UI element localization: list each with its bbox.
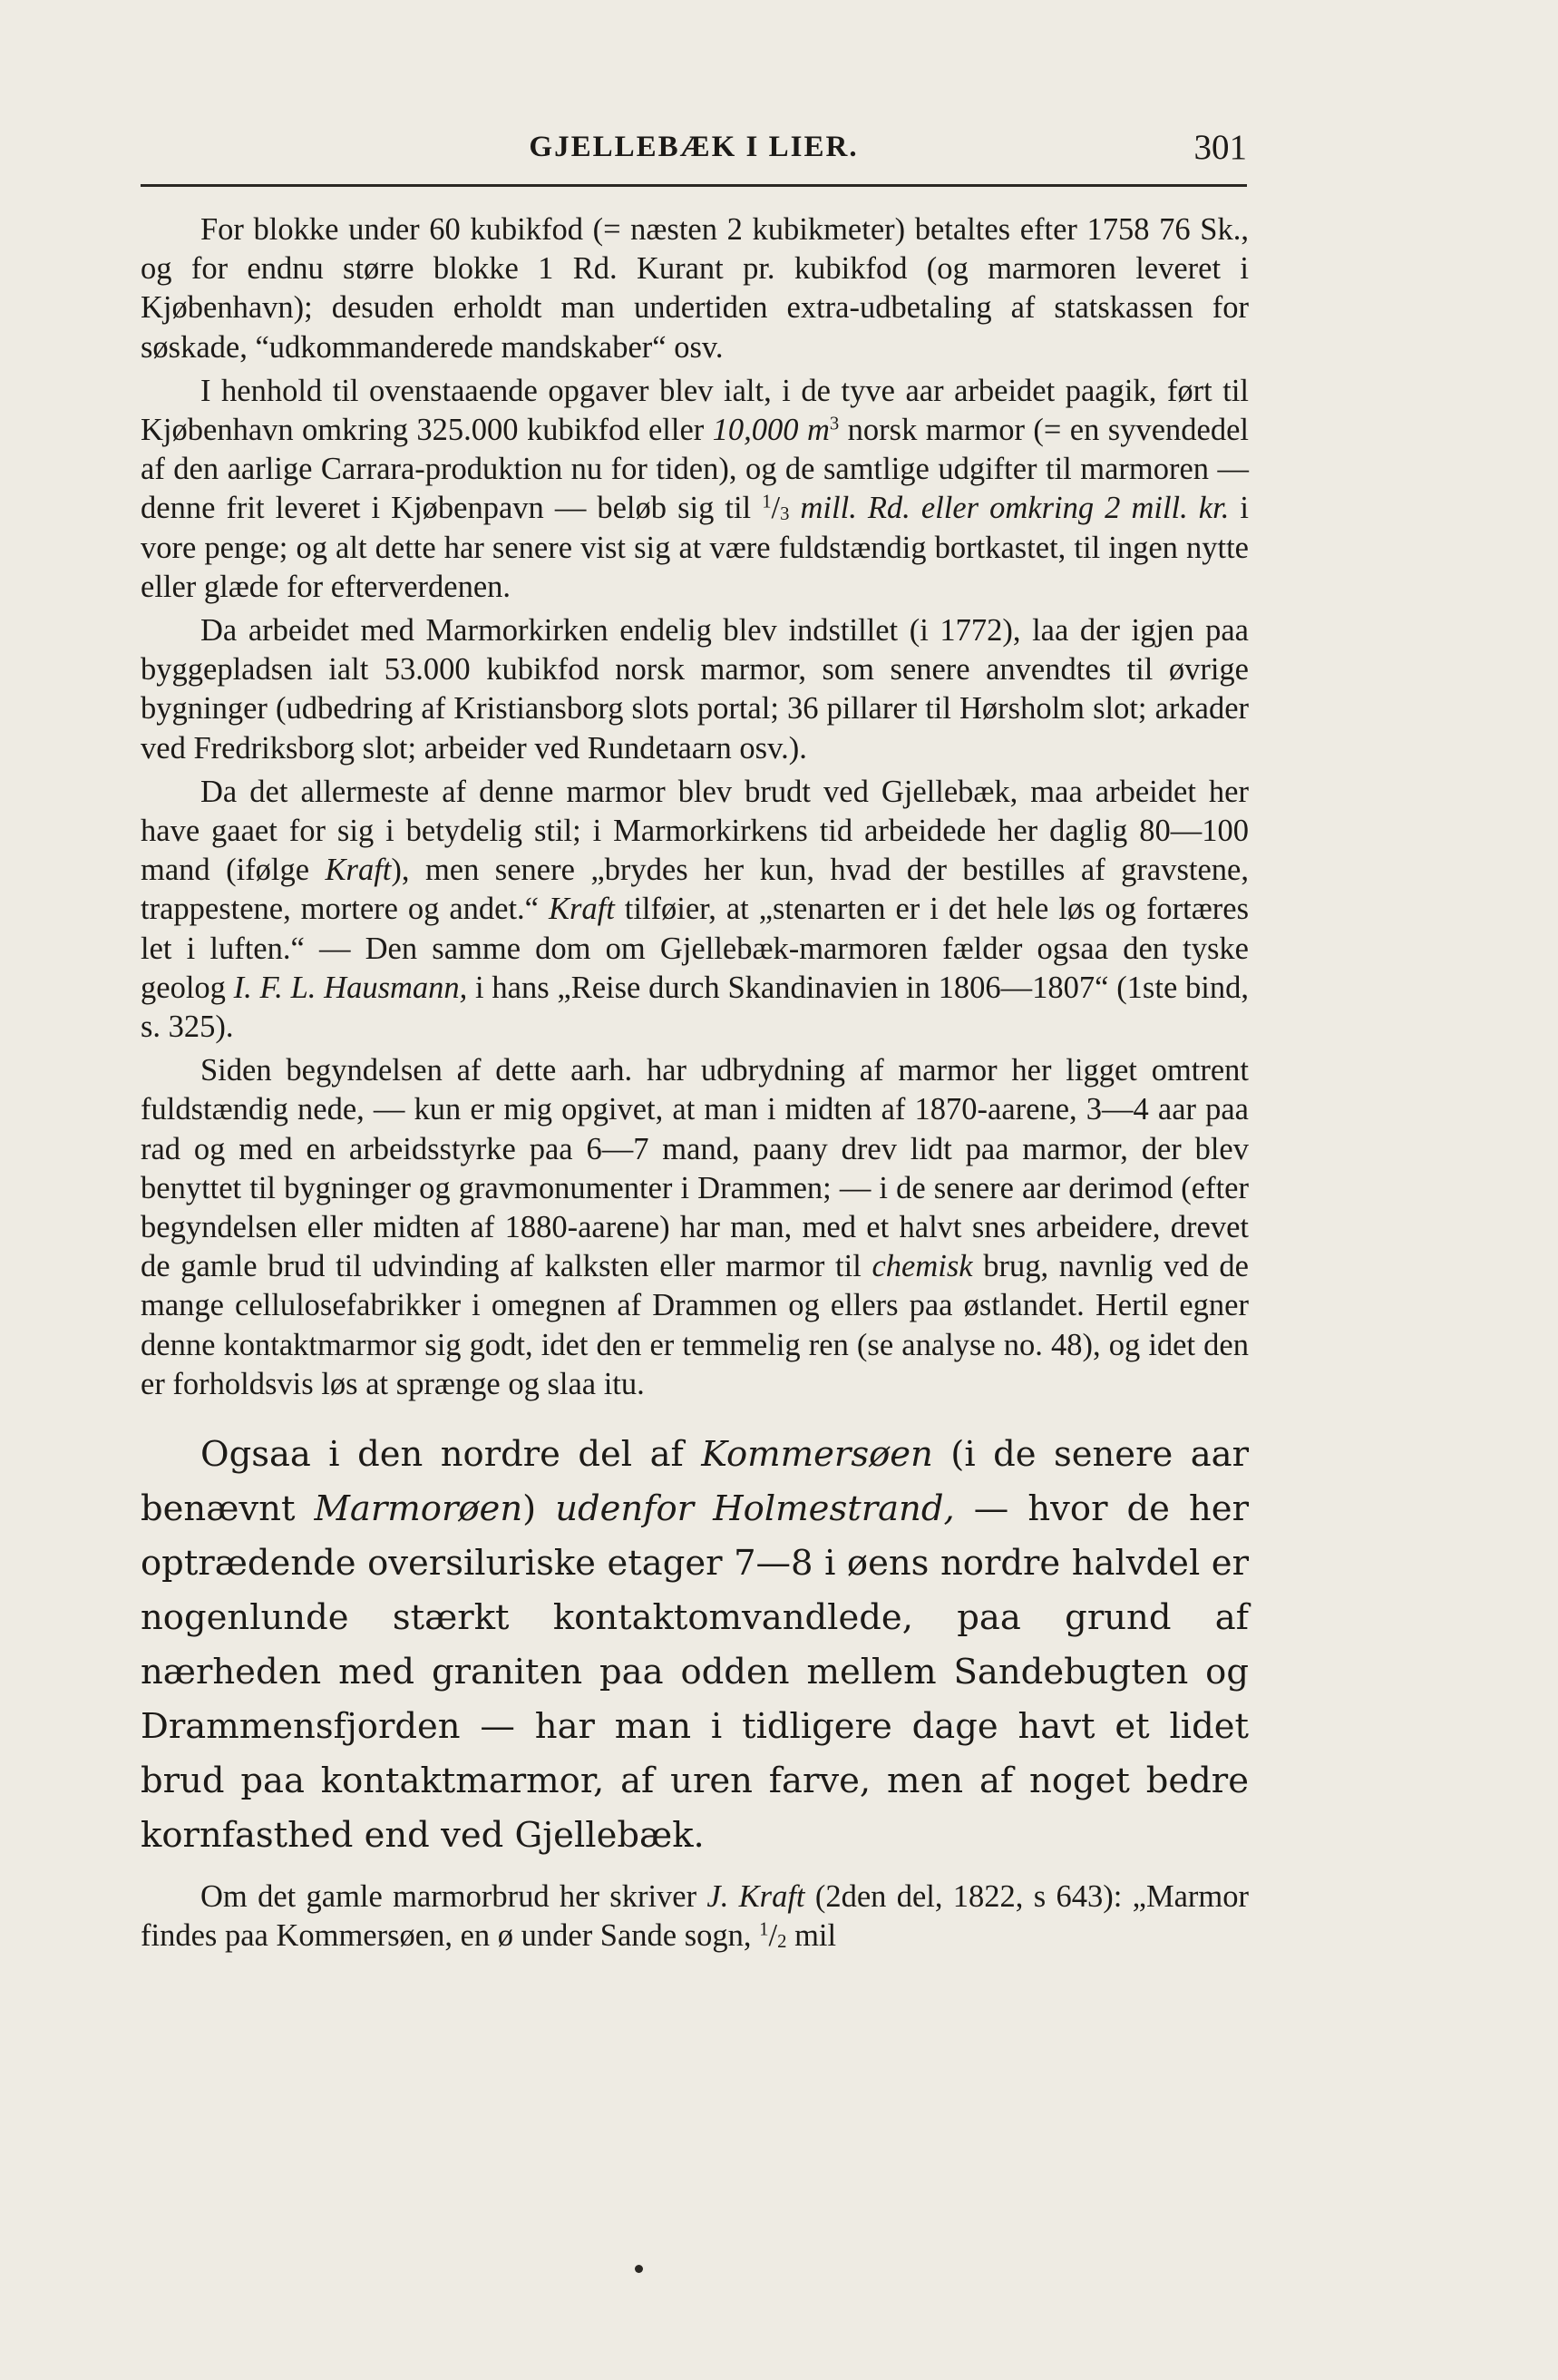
paragraph-6-lead <box>141 1428 1249 1863</box>
paragraph-7-author-kraft: J. Kraft <box>706 1879 805 1915</box>
page-number: 301 <box>1193 128 1247 167</box>
paragraph-1-text: For blokke under 60 kubikfod (= næsten 2 kubikmeter) betaltes efter 1758 76 Sk., og for endnu større blokke 1 Rd. Kurant pr. kubikfod (og marmoren leveret i Kjøbenhavn); desuden erholdt man undertiden extra-udbetaling af statskassen for søskade, “udkommanderede mandskaber“ osv. <box>141 212 1249 365</box>
paragraph-4-text-a: Da det allermeste af denne marmor blev brudt ved Gjellebæk, maa arbeidet her have gaaet for sig i betydelig stil; i Marmorkirkens tid arbeidede her daglig 80—100 mand (ifølge <box>141 774 1249 888</box>
paragraph-3-text: Da arbeidet med Marmorkirken endelig blev indstillet (i 1772), laa der igjen paa byggepladsen ialt 53.000 kubikfod norsk marmor, som senere anvendtes til øvrige bygninger (udbedring af Kristiansborg slots portal; 36 pillarer til Hørsholm slot; arkader ved Fredriksborg slot; arbeider ved Rundetaarn osv.). <box>141 613 1249 766</box>
paragraph-4-text-c: tilføier, at „stenarten er i det hele løs og fortæres let i luften.“ — Den samme dom om Gjellebæk-marmoren fælder ogsaa den tyske geolog <box>141 892 1249 1005</box>
printer-dot-mark <box>635 2265 643 2273</box>
paragraph-4-text-d: i hans „Reise durch Skandinavien in 1806—1807“ (1ste bind, s. 325). <box>141 970 1249 1045</box>
paragraph-2-fraction-slash: / <box>771 491 781 526</box>
paragraph-3 <box>141 611 1249 768</box>
paragraph-4-author-kraft: Kraft <box>325 853 392 888</box>
paragraph-1 <box>141 210 1249 367</box>
paragraph-7-text-b: (2den del, 1822, s 643): „Marmor findes paa Kommersøen, en ø under Sande sogn, <box>141 1879 1249 1954</box>
paragraph-6-kommersoen: Kommersøen <box>701 1434 933 1476</box>
paragraph-6-text-a: Ogsaa i den nordre del af <box>200 1434 702 1476</box>
paragraph-7-text-c: mil <box>786 1918 837 1954</box>
running-head: GJELLEBÆK I LIER. <box>529 131 859 163</box>
paragraph-4-author-kraft-2: Kraft <box>548 892 615 927</box>
paragraph-6-text-c: ) <box>522 1488 556 1530</box>
paragraph-2-fraction-numerator: 1 <box>762 493 772 513</box>
paragraph-2-text-c: i vore penge; og alt dette har senere vist sig at være fuldstændig bortkastet, til ingen nytte eller glæde for efterverdenen. <box>141 491 1249 604</box>
paragraph-5-chemisk: chemisk <box>872 1249 973 1284</box>
paragraph-2-amount: mill. Rd. eller omkring 2 mill. kr. <box>789 491 1230 526</box>
paragraph-7-fraction-slash: / <box>768 1918 778 1954</box>
paragraph-7-fraction-denominator: 2 <box>777 1932 787 1953</box>
paragraph-2-volume: 10,000 m <box>712 413 830 448</box>
paragraph-6-text-b: (i de senere aar benævnt <box>141 1434 1250 1530</box>
paragraph-2-volume-superscript: 3 <box>829 414 840 434</box>
paragraph-6-marmoroen: Marmorøen <box>314 1488 523 1530</box>
paragraph-7-text-a: Om det gamle marmorbrud her skriver <box>200 1879 707 1915</box>
paragraph-4-author-hausmann: I. F. L. Hausmann, <box>233 970 468 1005</box>
body-text <box>141 210 1249 1961</box>
header-rule <box>141 184 1247 187</box>
paragraph-2 <box>141 372 1249 607</box>
page-header <box>141 127 1247 172</box>
paragraph-2-text-a: I henhold til ovenstaaende opgaver blev ialt, i de tyve aar arbeidet paagik, ført til Kjøbenhavn omkring 325.000 kubikfod eller <box>141 373 1249 448</box>
paragraph-6-holmestrand: udenfor Holmestrand, <box>555 1488 955 1530</box>
paragraph-6-text-d: — hvor de her optrædende oversiluriske etager 7—8 i øens nordre halvdel er nogenlunde stærkt kontaktomvandlede, paa grund af nærheden med graniten paa odden mellem Sandebugten og Drammensfjorden — har man i tidligere dage havt et lidet brud paa kontaktmarmor, af uren farve, men af noget bedre kornfasthed end ved Gjellebæk. <box>141 1488 1249 1857</box>
paragraph-2-text-b: norsk marmor (= en syvendedel af den aarlige Carrara-produktion nu for tiden), og de samtlige udgifter til marmoren — denne frit leveret i Kjøbenpavn — beløb sig til <box>141 413 1249 526</box>
paragraph-7 <box>141 1878 1249 1956</box>
paragraph-5-text-a: Siden begyndelsen af dette aarh. har udbrydning af marmor her ligget omtrent fuldstændig nede, — kun er mig opgivet, at man i midten af 1870-aarene, 3—4 aar paa rad og med en arbeidsstyrke paa 6—7 mand, paany drev lidt paa marmor, der blev benyttet til bygninger og gravmonumenter i Drammen; — i de senere aar derimod (efter begyndelsen eller midten af 1880-aarene) har man, med et halvt snes arbeidere, drevet de gamle brud til udvinding af kalksten eller marmor til <box>141 1053 1249 1284</box>
paragraph-5 <box>141 1051 1249 1404</box>
paragraph-4 <box>141 773 1249 1047</box>
paragraph-4-text-b: ), men senere „brydes her kun, hvad der bestilles af gravstene, trappestene, mortere og andet.“ <box>141 853 1249 927</box>
paragraph-5-text-b: brug, navnlig ved de mange cellulosefabrikker i omegnen af Drammen og ellers paa østlandet. Hertil egner denne kontaktmarmor sig godt, idet den er temmelig ren (se analyse no. 48), og idet den er forholdsvis løs at sprænge og slaa itu. <box>141 1249 1249 1401</box>
paragraph-7-fraction-numerator: 1 <box>759 1919 769 1940</box>
paragraph-2-fraction-denominator: 3 <box>780 504 790 525</box>
